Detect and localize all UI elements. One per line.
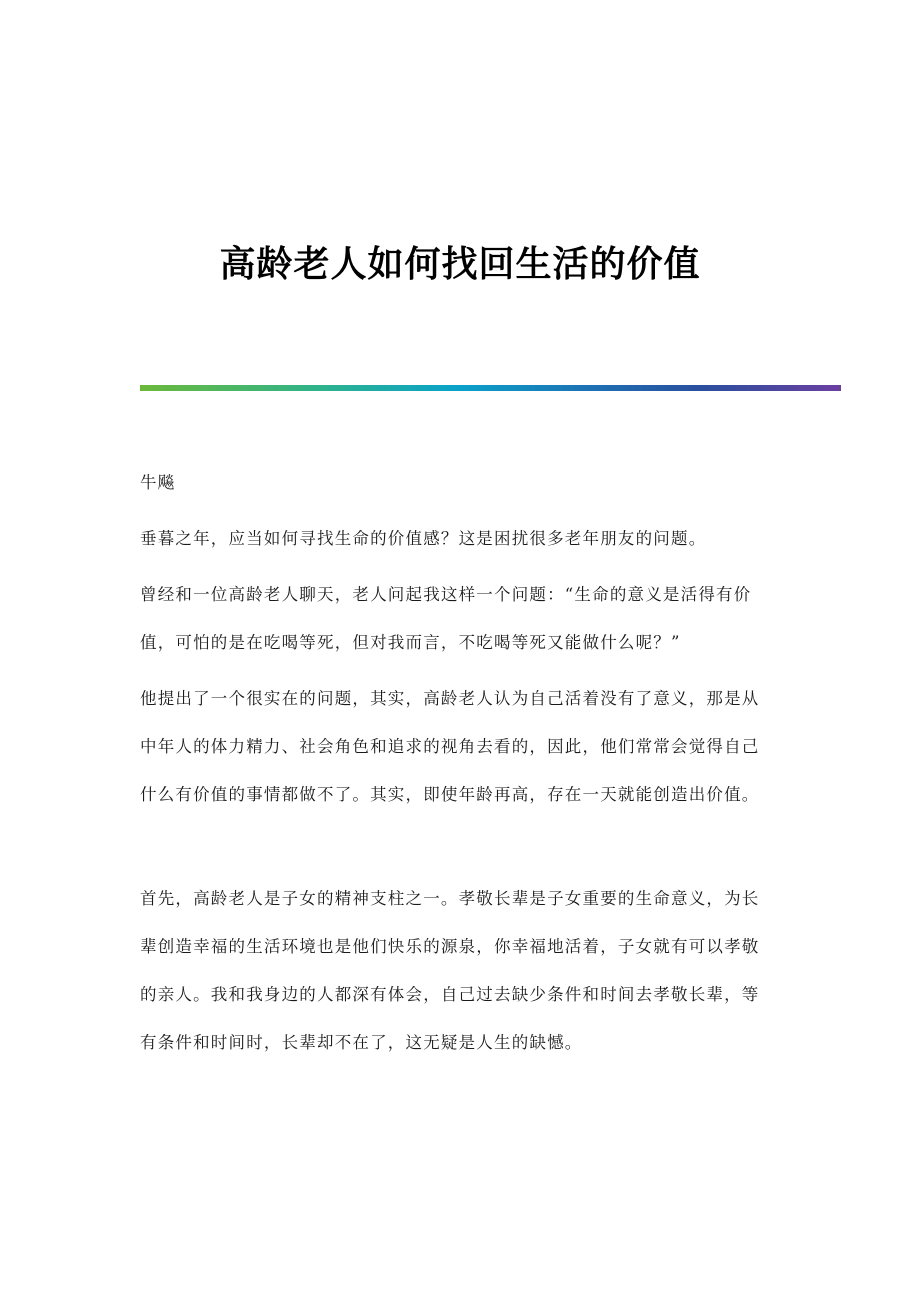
paragraph-text: 首先，高龄老人是子女的精神支柱之一。孝敬长辈是子女重要的生命意义，为长辈创造幸福的生活环境也是他们快乐的源泉，你幸福地活着，子女就有可以孝敬的亲人。我和我身边的人都深有体会，自己过去缺少条件和时间去孝敬长辈，等有条件和时间时，长辈却不在了，这无疑是人生的缺憾。 xyxy=(140,889,760,1052)
author-name: 牛飚 xyxy=(140,473,176,492)
paragraph-4 xyxy=(140,875,770,1067)
paragraph-text: 他提出了一个很实在的问题，其实，高龄老人认为自己活着没有了意义，那是从中年人的体力精力、社会角色和追求的视角去看的，因此，他们常常会觉得自己什么有价值的事情都做不了。其实，即使年龄再高，存在一天就能创造出价值。 xyxy=(140,689,760,804)
paragraph-text: 曾经和一位高龄老人聊天，老人问起我这样一个问题：“生命的意义是活得有价值，可怕的是在吃喝等死，但对我而言，不吃喝等死又能做什么呢？” xyxy=(140,585,752,652)
paragraph-text: 垂暮之年，应当如何寻找生命的价值感？这是困扰很多老年朋友的问题。 xyxy=(140,529,707,548)
paragraph-2 xyxy=(140,571,770,667)
paragraph-1 xyxy=(140,515,770,563)
title-divider-gradient-bar xyxy=(140,385,841,391)
page-title: 高龄老人如何找回生活的价值 xyxy=(219,243,701,286)
paragraph-3 xyxy=(140,675,770,819)
